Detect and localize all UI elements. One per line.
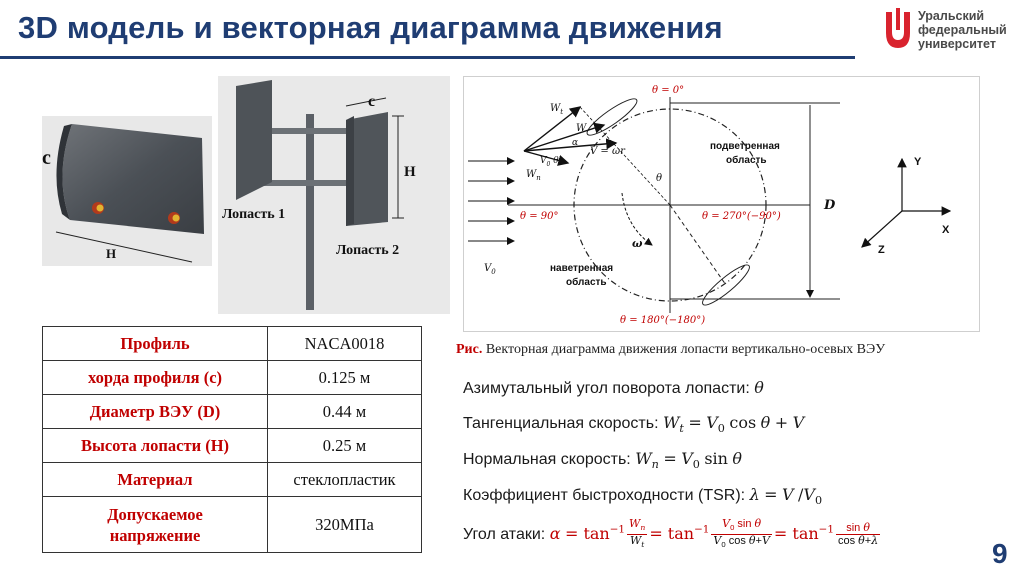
table-row — [43, 327, 422, 361]
blade-label-c: c — [42, 147, 51, 169]
table-value: NACA0018 — [268, 327, 422, 361]
diagram-label-d: D — [824, 198, 836, 213]
table-value: 0.25 м — [268, 429, 422, 463]
table-key: хорда профиля (c) — [43, 361, 268, 395]
rotor-3d-drawing — [218, 76, 450, 314]
blade-3d-figure — [42, 116, 212, 266]
caption-prefix: Рис. — [456, 342, 483, 357]
diagram-label-theta: θ — [656, 173, 663, 184]
rotor-label-blade-1: Лопасть 1 — [222, 207, 286, 222]
diagram-theta-90: θ = 90° — [520, 211, 559, 222]
rotor-label-blade-2: Лопасть 2 — [336, 243, 400, 258]
formula-azimuth-label: Азимутальный угол поворота лопасти: — [463, 380, 755, 397]
slide-title: 3D модель и векторная диаграмма движения — [18, 10, 723, 45]
formula-attack-label: Угол атаки: — [463, 525, 550, 543]
table-key — [43, 497, 268, 553]
blade-3d-drawing — [42, 116, 212, 266]
university-logo — [878, 4, 1024, 56]
logo-line-3: университет — [918, 37, 996, 51]
diagram-label-wt: $W_t$ — [550, 103, 564, 116]
table-key-line-2: напряжение — [109, 525, 201, 545]
table-row — [43, 463, 422, 497]
diagram-theta-180: θ = 180°(−180°) — [620, 315, 706, 326]
table-key: Диаметр ВЭУ (D) — [43, 395, 268, 429]
urfu-logo-icon — [882, 8, 912, 50]
table-value: 0.125 м — [268, 361, 422, 395]
figure-caption — [456, 342, 1016, 358]
table-key-line-1: Допускаемое — [107, 504, 203, 524]
diagram-theta-0: θ = 0° — [652, 85, 685, 96]
diagram-label-v0: $V_0$ — [484, 263, 496, 276]
table-value: 320МПа — [268, 497, 422, 553]
formula-tangential: Тангенциальная скорость: $W_t = V_0$ cos θ + V — [463, 413, 805, 436]
logo-text — [918, 9, 1007, 51]
table-value: стеклопластик — [268, 463, 422, 497]
leeward-label-2: область — [726, 155, 767, 166]
diagram-label-v0-theta: $V_0$ θ — [540, 156, 559, 168]
blade-label-h: H — [106, 246, 117, 261]
title-rule — [0, 56, 855, 59]
vector-diagram — [463, 76, 980, 332]
page-number: 9 — [992, 538, 1008, 569]
rotor-label-c: c — [368, 93, 376, 110]
formula-normal-label: Нормальная скорость: — [463, 451, 636, 468]
table-row — [43, 429, 422, 463]
table-row — [43, 395, 422, 429]
table-key: Материал — [43, 463, 268, 497]
diagram-label-omega: ω — [632, 237, 643, 250]
rotor-3d-figure — [218, 76, 450, 314]
windward-label-1: наветренная — [550, 263, 614, 274]
diagram-label-wn: $W_n$ — [526, 169, 541, 182]
table-key: Высота лопасти (H) — [43, 429, 268, 463]
table-key: Профиль — [43, 327, 268, 361]
table-value: 0.44 м — [268, 395, 422, 429]
windward-label-2: область — [566, 277, 607, 288]
diagram-label-v: V = ωr — [590, 146, 625, 157]
formula-tangential-label: Тангенциальная скорость: — [463, 415, 663, 432]
formula-tsr-label: Коэффициент быстроходности (TSR): — [463, 487, 750, 504]
logo-line-1: Уральский — [918, 9, 985, 23]
formula-azimuth: Азимутальный угол поворота лопасти: θ — [463, 378, 764, 397]
rotor-label-h: H — [404, 164, 416, 180]
table-row — [43, 361, 422, 395]
diagram-label-w: W — [576, 123, 587, 134]
vector-diagram-drawing — [464, 77, 981, 333]
diagram-theta-270: θ = 270°(−90°) — [702, 211, 781, 222]
parameters-table — [42, 326, 422, 553]
caption-text: Векторная диаграмма движения лопасти вертикально-осевых ВЭУ — [482, 342, 886, 357]
formula-tsr: Коэффициент быстроходности (TSR): λ = V $/V_0$ — [463, 485, 823, 508]
diagram-label-alpha: α — [572, 138, 579, 148]
formula-attack: Угол атаки: $\alpha = \tan^{-1}$ $\frac{W_n}{W_t}$ = $\tan^{-1}$ $\frac{V_0 \sin \theta}{V_0 \cos \theta+V}$ = $\tan^{-1}$ $\frac{\text{sin θ}}{\text{cos θ+λ}}$ — [463, 517, 879, 550]
axis-z-label: Z — [878, 244, 885, 256]
formula-normal: Нормальная скорость: $W_n = V_0$ sin θ — [463, 449, 743, 472]
table-row — [43, 497, 422, 553]
axis-x-label: X — [942, 224, 950, 236]
axis-y-label: Y — [914, 156, 922, 168]
leeward-label-1: подветренная — [710, 141, 780, 152]
logo-line-2: федеральный — [918, 23, 1007, 37]
